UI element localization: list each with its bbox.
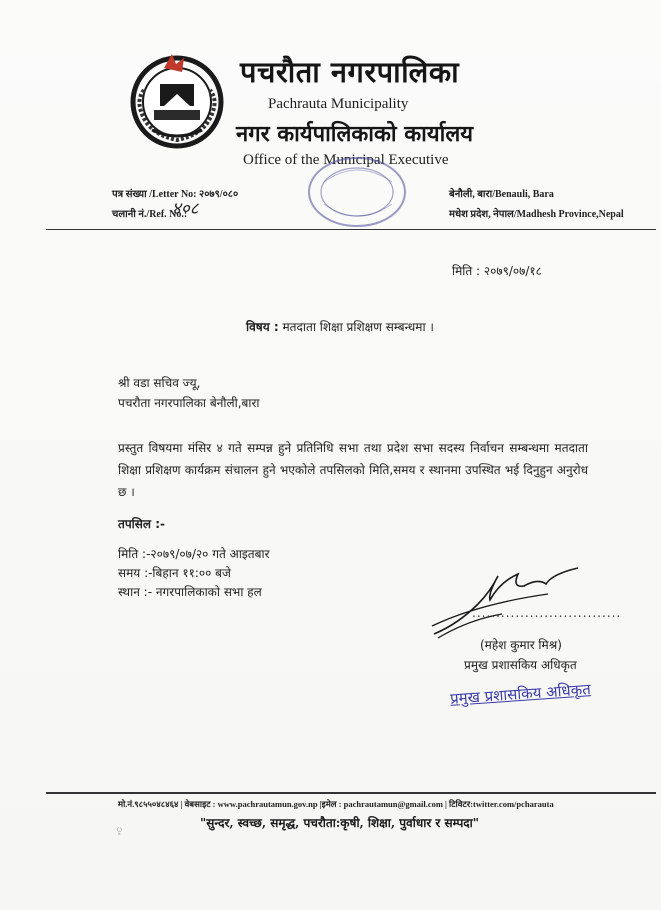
reference-number-handwritten: ४०८ bbox=[172, 199, 199, 219]
reference-number-label: चलानी नं./Ref. No.: bbox=[112, 209, 188, 220]
detail-date: मिति :-२०७९/०७/२० गते आइतबार bbox=[118, 547, 270, 561]
address-line-1: बेनौली, बारा/Benauli, Bara bbox=[449, 189, 554, 200]
office-subtitle-english: Office of the Municipal Executive bbox=[243, 152, 449, 168]
subject-text: मतदाता शिक्षा प्रशिक्षण सम्बन्धमा । bbox=[282, 320, 434, 334]
signatory-name: (महेश कुमार मिश्र) bbox=[480, 638, 562, 652]
letter-number: पत्र संख्या /Letter No: २०७९/०८० bbox=[112, 189, 239, 200]
municipality-emblem-icon bbox=[124, 50, 230, 150]
detail-time: समय :-बिहान ११:०० बजे bbox=[118, 566, 231, 580]
signature-icon bbox=[428, 564, 588, 646]
footer-divider bbox=[46, 792, 656, 794]
signature-line: ............................... bbox=[472, 606, 622, 620]
office-stamp-icon bbox=[302, 152, 412, 232]
subject-label: विषय : bbox=[246, 320, 279, 334]
letter-body: प्रस्तुत विषयमा मंसिर ४ गते सम्पन्न हुने प्रतिनिधि सभा तथा प्रदेश सभा सदस्य निर्वाचन सम्बन्धमा मतदाता शिक्षा प्रशिक्षण कार्यक्रम संचालन हुने भएकोले तपसिलको मिति,समय र स्थानमा उपस्थित भई दिनुहुन अनुरोध छ । bbox=[118, 441, 588, 499]
details-heading: तपसिल :- bbox=[118, 517, 165, 531]
address-line-2: मधेश प्रदेश, नेपाल/Madhesh Province,Nepal bbox=[449, 209, 624, 220]
office-subtitle-nepali: नगर कार्यपालिकाको कार्यालय bbox=[236, 121, 473, 147]
letter-subject bbox=[246, 318, 434, 335]
footer-contact: मो.नं.९८५५०४८४६४ | वेबसाइट : www.pachrautamun.gov.np |इमेल : pachrautamun@gmail.com | टिविटर:twitter.com/pcharauta bbox=[118, 799, 554, 809]
header-divider bbox=[46, 229, 656, 230]
recipient-line-1: श्री वडा सचिव ज्यू, bbox=[118, 376, 201, 390]
signatory-title: प्रमुख प्रशासकिय अधिकृत bbox=[464, 658, 577, 672]
detail-place: स्थान :- नगरपालिकाको सभा हल bbox=[118, 585, 262, 599]
footer-slogan: "सुन्दर, स्वच्छ, समृद्ध, पचरौता:कृषी, शिक्षा, पुर्वाधार र सम्पदा" bbox=[200, 816, 479, 830]
office-name-nepali: पचरौता नगरपालिका bbox=[240, 55, 460, 89]
footer-marker: ৢ bbox=[116, 826, 123, 834]
recipient-line-2: पचरौता नगरपालिका बेनौली,बारा bbox=[118, 396, 260, 410]
designation-stamp: प्रमुख प्रशासकिय अधिकृत bbox=[449, 680, 592, 708]
office-name-english: Pachrauta Municipality bbox=[268, 96, 409, 112]
letter-date: मिति : २०७९/०७/१८ bbox=[452, 264, 542, 278]
